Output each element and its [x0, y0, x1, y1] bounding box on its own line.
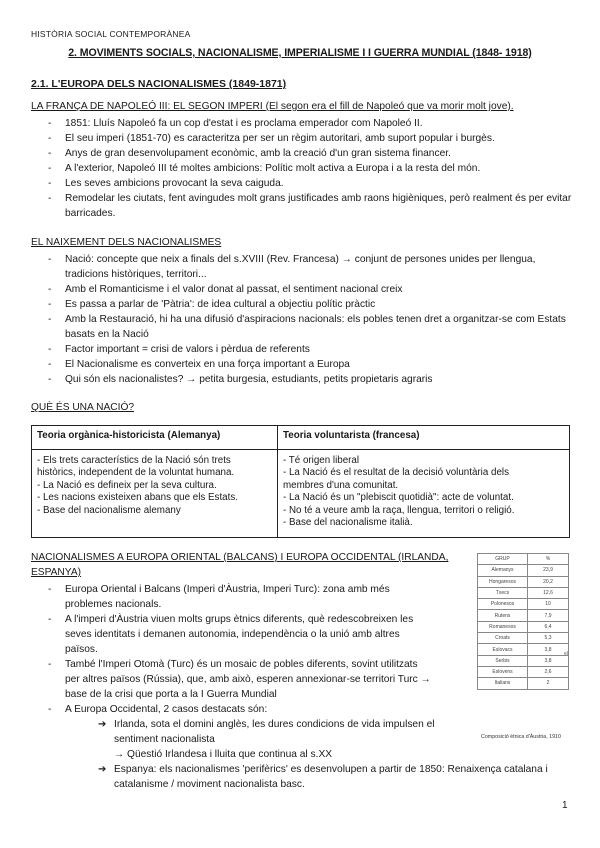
ethnic-composition-table — [477, 553, 569, 690]
east-west-heading-line: ESPANYA) — [31, 567, 82, 578]
table-row: Polonesos 10 — [478, 599, 569, 610]
document-header: HISTÒRIA SOCIAL CONTEMPORÀNEA — [31, 29, 191, 39]
list-item: - Amb el Romanticisme i el valor donat al passat, el sentiment nacional creix — [48, 282, 573, 297]
list-item: - Europa Oriental i Balcans (Imperi d'Àustria, Imperi Turc): zona amb més problemes nacionals. — [48, 582, 473, 612]
list-item: - A Europa Occidental, 2 casos destacats són: — [48, 702, 473, 717]
arrow-icon: ➔ — [98, 764, 107, 775]
table-line: - Té origen liberal — [283, 455, 360, 466]
east-west-list — [48, 582, 473, 717]
table-line: membres d'una comunitat. — [283, 479, 399, 491]
western-cases-list — [98, 717, 568, 792]
list-item: - Anys de gran desenvolupament econòmic, amb la creació d'un gran sistema financer. — [48, 146, 573, 161]
table-line: - Base del nacionalisme italià. — [283, 517, 413, 529]
table-header-organic: Teoria orgànica-historicista (Alemanya) — [32, 426, 278, 450]
table-line: - La Nació es defineix per la seva cultura. — [37, 479, 217, 491]
thin-arrow-icon: → — [114, 749, 125, 760]
table-row: Romanesos 6,4 — [478, 621, 569, 632]
table-line: - No té a veure amb la raça, llengua, territori o religió. — [283, 504, 515, 516]
table-line: - La Nació és el resultat de la decisió voluntària dels — [283, 467, 509, 479]
east-west-heading — [31, 550, 448, 580]
main-title: 2. MOVIMENTS SOCIALS, NACIONALISME, IMPERIALISME I I GUERRA MUNDIAL (1848- 1918) — [68, 47, 532, 59]
ethnic-table-caption: Composició ètnica d'Àustria, 1910 — [481, 734, 561, 740]
table-mark: el — [564, 651, 568, 657]
list-item: - 1851: Lluís Napoleó fa un cop d'estat i es proclama emperador com Napoleó II. — [48, 116, 573, 131]
list-item: - Nació: concepte que neix a finals del s.XVIII (Rev. Francesa) → conjunt de persones unides per llengua, tradicions històriques, territori... — [48, 252, 573, 282]
list-item: - Les seves ambicions provocant la seva caiguda. — [48, 176, 573, 191]
list-item: - Amb la Restauració, hi ha una difusió d'aspiracions nacionals: els pobles tenen dret a organitzar-se com Estats basats en la Nació — [48, 312, 573, 342]
list-item-ireland: ➔ Irlanda, sota el domini anglès, les dures condicions de vida impulsen el sentiment nacionalista → Qüestió Irlandesa i lluita que continua al s.XX — [98, 719, 435, 760]
list-item-spain: ➔ Espanya: els nacionalismes 'perifèrics' es desenvolupen a partir de 1850: Renaixença catalana i catalanisme / moviment nacionalista basc. — [98, 764, 548, 790]
table-line: - Les nacions existeixen abans que els Estats. — [37, 492, 238, 504]
table-cell-organic — [32, 450, 278, 538]
table-header-voluntarist: Teoria voluntarista (francesa) — [278, 426, 570, 450]
nation-theory-table — [31, 425, 570, 538]
france-heading-note: (El segon era el fill de Napoleó que va morir molt jove). — [265, 101, 514, 112]
list-item: - El Nacionalisme es converteix en una força important a Europa — [48, 357, 573, 372]
table-row: GRUP % — [478, 554, 569, 565]
table-row: Txecs 12,6 — [478, 587, 569, 598]
list-item: - El seu imperi (1851-70) es caracteritza per ser un règim autoritari, amb suport popular i burgès. — [48, 131, 573, 146]
table-row: Serbis 3,8 — [478, 655, 569, 666]
list-item: - Remodelar les ciutats, fent avingudes molt grans justificades amb raons higièniques, però realment és per evitar barricades. — [48, 191, 573, 221]
france-heading-text: LA FRANÇA DE NAPOLEÓ III: EL SEGON IMPERI — [31, 101, 266, 112]
table-row: Hongaresos 20,2 — [478, 576, 569, 587]
nationalisms-birth-heading: EL NAIXEMENT DELS NACIONALISMES — [31, 237, 222, 248]
table-row: Eslovens 2,6 — [478, 666, 569, 677]
list-item: - Factor important = crisi de valors i pèrdua de referents — [48, 342, 573, 357]
list-item: - També l'Imperi Otomà (Turc) és un mosaic de pobles diferents, sovint utilitzats per altres països (Rússia), que, amb això, esperen annexionar-se territori Turc → base de la crisi que porta a la I Guerra Mundial — [48, 657, 473, 702]
arrow-icon: ➔ — [98, 719, 107, 730]
table-row: Eslovacs 3,8 — [478, 644, 569, 655]
list-item: - A l'exterior, Napoleó III té moltes ambicions: Polític molt activa a Europa i a la resta del món. — [48, 161, 573, 176]
nation-heading: QUÈ ÉS UNA NACIÓ? — [31, 402, 135, 413]
nationalisms-birth-list — [48, 252, 573, 387]
table-cell-voluntarist — [278, 450, 570, 538]
table-line: històrics, independent de la voluntat humana. — [37, 467, 235, 479]
table-row: Croats 5,3 — [478, 633, 569, 644]
france-heading — [31, 101, 514, 112]
table-row: Rutens 7,9 — [478, 610, 569, 621]
page-number: 1 — [562, 800, 568, 811]
list-item: - A l'imperi d'Àustria viuen molts grups ètnics diferents, què redescobreixen les seves identitats i demanen autonomia, independència o la unió amb altres països. — [48, 612, 473, 657]
table-line: - La Nació és un "plebiscit quotidià": acte de voluntat. — [283, 492, 514, 504]
table-line: - Base del nacionalisme alemany — [37, 504, 181, 516]
list-item: - Qui són els nacionalistes? → petita burgesia, estudiants, petits propietaris agraris — [48, 372, 573, 387]
east-west-heading-line: NACIONALISMES A EUROPA ORIENTAL (BALCANS) I EUROPA OCCIDENTAL (IRLANDA, — [31, 552, 449, 563]
list-item: - Es passa a parlar de 'Pàtria': de idea cultural a objectiu polític pràctic — [48, 297, 573, 312]
table-row: Italians 2 — [478, 678, 569, 689]
table-row: Alemanys 23,9 — [478, 565, 569, 576]
table-line: - Els trets característics de la Nació són trets — [37, 455, 231, 466]
france-list — [48, 116, 573, 221]
section-title: 2.1. L'EUROPA DELS NACIONALISMES (1849-1871) — [31, 78, 287, 90]
